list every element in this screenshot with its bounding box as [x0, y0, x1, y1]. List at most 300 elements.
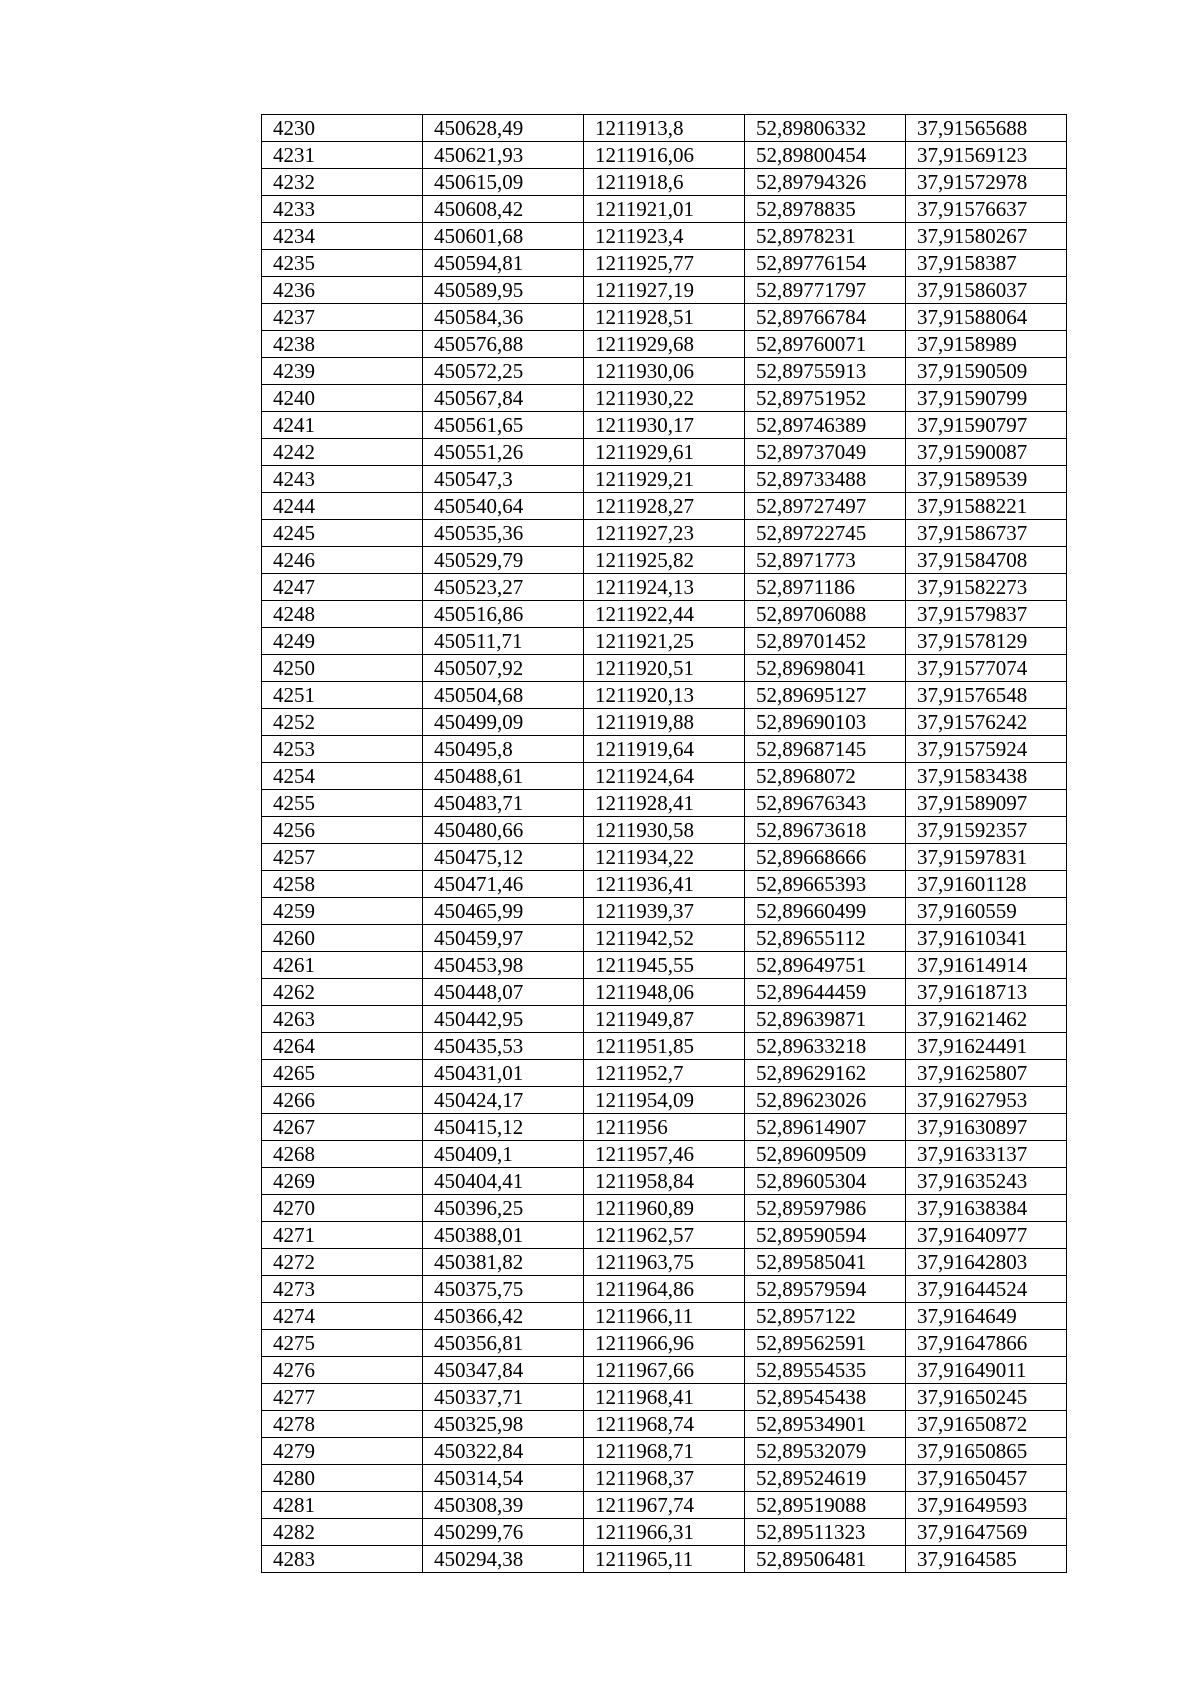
longitude-cell: 37,91590799	[906, 385, 1067, 412]
x-coordinate-cell: 450347,84	[423, 1357, 584, 1384]
table-row	[262, 115, 1067, 142]
latitude-cell: 52,89545438	[745, 1384, 906, 1411]
point-number-cell: 4236	[262, 277, 423, 304]
longitude-cell: 37,91635243	[906, 1168, 1067, 1195]
point-number-cell: 4243	[262, 466, 423, 493]
table-row	[262, 601, 1067, 628]
x-coordinate-cell: 450448,07	[423, 979, 584, 1006]
latitude-cell: 52,8971186	[745, 574, 906, 601]
y-coordinate-cell: 1211966,96	[584, 1330, 745, 1357]
latitude-cell: 52,89597986	[745, 1195, 906, 1222]
point-number-cell: 4266	[262, 1087, 423, 1114]
y-coordinate-cell: 1211965,11	[584, 1546, 745, 1573]
longitude-cell: 37,91650245	[906, 1384, 1067, 1411]
y-coordinate-cell: 1211967,74	[584, 1492, 745, 1519]
point-number-cell: 4255	[262, 790, 423, 817]
longitude-cell: 37,91650872	[906, 1411, 1067, 1438]
latitude-cell: 52,89609509	[745, 1141, 906, 1168]
x-coordinate-cell: 450576,88	[423, 331, 584, 358]
point-number-cell: 4256	[262, 817, 423, 844]
y-coordinate-cell: 1211958,84	[584, 1168, 745, 1195]
y-coordinate-cell: 1211942,52	[584, 925, 745, 952]
table-row	[262, 925, 1067, 952]
point-number-cell: 4261	[262, 952, 423, 979]
x-coordinate-cell: 450499,09	[423, 709, 584, 736]
latitude-cell: 52,89673618	[745, 817, 906, 844]
table-row	[262, 1033, 1067, 1060]
point-number-cell: 4264	[262, 1033, 423, 1060]
latitude-cell: 52,89665393	[745, 871, 906, 898]
table-row	[262, 655, 1067, 682]
longitude-cell: 37,91582273	[906, 574, 1067, 601]
latitude-cell: 52,8978231	[745, 223, 906, 250]
longitude-cell: 37,91644524	[906, 1276, 1067, 1303]
latitude-cell: 52,89690103	[745, 709, 906, 736]
table-row	[262, 1492, 1067, 1519]
y-coordinate-cell: 1211927,23	[584, 520, 745, 547]
x-coordinate-cell: 450337,71	[423, 1384, 584, 1411]
longitude-cell: 37,9164649	[906, 1303, 1067, 1330]
latitude-cell: 52,89633218	[745, 1033, 906, 1060]
point-number-cell: 4273	[262, 1276, 423, 1303]
x-coordinate-cell: 450459,97	[423, 925, 584, 952]
x-coordinate-cell: 450561,65	[423, 412, 584, 439]
table-row	[262, 1384, 1067, 1411]
latitude-cell: 52,89687145	[745, 736, 906, 763]
latitude-cell: 52,89655112	[745, 925, 906, 952]
y-coordinate-cell: 1211922,44	[584, 601, 745, 628]
y-coordinate-cell: 1211934,22	[584, 844, 745, 871]
y-coordinate-cell: 1211927,19	[584, 277, 745, 304]
longitude-cell: 37,91586037	[906, 277, 1067, 304]
table-row	[262, 493, 1067, 520]
latitude-cell: 52,89771797	[745, 277, 906, 304]
x-coordinate-cell: 450480,66	[423, 817, 584, 844]
x-coordinate-cell: 450453,98	[423, 952, 584, 979]
table-row	[262, 1249, 1067, 1276]
longitude-cell: 37,91640977	[906, 1222, 1067, 1249]
point-number-cell: 4241	[262, 412, 423, 439]
point-number-cell: 4242	[262, 439, 423, 466]
point-number-cell: 4244	[262, 493, 423, 520]
table-row	[262, 1276, 1067, 1303]
table-row	[262, 844, 1067, 871]
latitude-cell: 52,89506481	[745, 1546, 906, 1573]
point-number-cell: 4260	[262, 925, 423, 952]
latitude-cell: 52,89590594	[745, 1222, 906, 1249]
x-coordinate-cell: 450465,99	[423, 898, 584, 925]
longitude-cell: 37,91601128	[906, 871, 1067, 898]
y-coordinate-cell: 1211929,21	[584, 466, 745, 493]
x-coordinate-cell: 450299,76	[423, 1519, 584, 1546]
x-coordinate-cell: 450475,12	[423, 844, 584, 871]
coordinates-table	[261, 114, 1067, 1573]
x-coordinate-cell: 450523,27	[423, 574, 584, 601]
latitude-cell: 52,89794326	[745, 169, 906, 196]
latitude-cell: 52,89649751	[745, 952, 906, 979]
y-coordinate-cell: 1211948,06	[584, 979, 745, 1006]
longitude-cell: 37,91649593	[906, 1492, 1067, 1519]
x-coordinate-cell: 450529,79	[423, 547, 584, 574]
x-coordinate-cell: 450608,42	[423, 196, 584, 223]
longitude-cell: 37,91589097	[906, 790, 1067, 817]
point-number-cell: 4240	[262, 385, 423, 412]
point-number-cell: 4238	[262, 331, 423, 358]
x-coordinate-cell: 450435,53	[423, 1033, 584, 1060]
x-coordinate-cell: 450388,01	[423, 1222, 584, 1249]
table-row	[262, 736, 1067, 763]
longitude-cell: 37,91580267	[906, 223, 1067, 250]
x-coordinate-cell: 450396,25	[423, 1195, 584, 1222]
point-number-cell: 4248	[262, 601, 423, 628]
table-row	[262, 358, 1067, 385]
table-row	[262, 1465, 1067, 1492]
x-coordinate-cell: 450567,84	[423, 385, 584, 412]
longitude-cell: 37,9160559	[906, 898, 1067, 925]
point-number-cell: 4251	[262, 682, 423, 709]
y-coordinate-cell: 1211960,89	[584, 1195, 745, 1222]
point-number-cell: 4237	[262, 304, 423, 331]
longitude-cell: 37,91614914	[906, 952, 1067, 979]
latitude-cell: 52,89776154	[745, 250, 906, 277]
point-number-cell: 4277	[262, 1384, 423, 1411]
y-coordinate-cell: 1211924,13	[584, 574, 745, 601]
table-row	[262, 1411, 1067, 1438]
table-row	[262, 1222, 1067, 1249]
longitude-cell: 37,91642803	[906, 1249, 1067, 1276]
longitude-cell: 37,91578129	[906, 628, 1067, 655]
point-number-cell: 4254	[262, 763, 423, 790]
x-coordinate-cell: 450375,75	[423, 1276, 584, 1303]
longitude-cell: 37,91625807	[906, 1060, 1067, 1087]
point-number-cell: 4271	[262, 1222, 423, 1249]
latitude-cell: 52,89639871	[745, 1006, 906, 1033]
point-number-cell: 4262	[262, 979, 423, 1006]
table-row	[262, 1519, 1067, 1546]
latitude-cell: 52,89701452	[745, 628, 906, 655]
x-coordinate-cell: 450615,09	[423, 169, 584, 196]
y-coordinate-cell: 1211954,09	[584, 1087, 745, 1114]
table-row	[262, 1168, 1067, 1195]
longitude-cell: 37,91650457	[906, 1465, 1067, 1492]
point-number-cell: 4267	[262, 1114, 423, 1141]
point-number-cell: 4239	[262, 358, 423, 385]
latitude-cell: 52,89532079	[745, 1438, 906, 1465]
x-coordinate-cell: 450381,82	[423, 1249, 584, 1276]
table-row	[262, 1438, 1067, 1465]
longitude-cell: 37,91575924	[906, 736, 1067, 763]
y-coordinate-cell: 1211956	[584, 1114, 745, 1141]
table-row	[262, 709, 1067, 736]
y-coordinate-cell: 1211920,51	[584, 655, 745, 682]
y-coordinate-cell: 1211962,57	[584, 1222, 745, 1249]
table-row	[262, 1546, 1067, 1573]
y-coordinate-cell: 1211919,64	[584, 736, 745, 763]
point-number-cell: 4234	[262, 223, 423, 250]
table-row	[262, 1330, 1067, 1357]
longitude-cell: 37,91590087	[906, 439, 1067, 466]
table-row	[262, 547, 1067, 574]
point-number-cell: 4275	[262, 1330, 423, 1357]
point-number-cell: 4270	[262, 1195, 423, 1222]
longitude-cell: 37,91569123	[906, 142, 1067, 169]
x-coordinate-cell: 450366,42	[423, 1303, 584, 1330]
latitude-cell: 52,89695127	[745, 682, 906, 709]
latitude-cell: 52,89806332	[745, 115, 906, 142]
latitude-cell: 52,89562591	[745, 1330, 906, 1357]
longitude-cell: 37,91621462	[906, 1006, 1067, 1033]
longitude-cell: 37,91589539	[906, 466, 1067, 493]
longitude-cell: 37,91583438	[906, 763, 1067, 790]
y-coordinate-cell: 1211968,74	[584, 1411, 745, 1438]
y-coordinate-cell: 1211920,13	[584, 682, 745, 709]
x-coordinate-cell: 450483,71	[423, 790, 584, 817]
table-row	[262, 412, 1067, 439]
latitude-cell: 52,89660499	[745, 898, 906, 925]
y-coordinate-cell: 1211968,71	[584, 1438, 745, 1465]
y-coordinate-cell: 1211929,68	[584, 331, 745, 358]
latitude-cell: 52,89760071	[745, 331, 906, 358]
x-coordinate-cell: 450628,49	[423, 115, 584, 142]
point-number-cell: 4265	[262, 1060, 423, 1087]
latitude-cell: 52,89800454	[745, 142, 906, 169]
table-row	[262, 871, 1067, 898]
latitude-cell: 52,89554535	[745, 1357, 906, 1384]
point-number-cell: 4253	[262, 736, 423, 763]
longitude-cell: 37,91588221	[906, 493, 1067, 520]
longitude-cell: 37,91590509	[906, 358, 1067, 385]
x-coordinate-cell: 450322,84	[423, 1438, 584, 1465]
latitude-cell: 52,89644459	[745, 979, 906, 1006]
point-number-cell: 4232	[262, 169, 423, 196]
latitude-cell: 52,89524619	[745, 1465, 906, 1492]
latitude-cell: 52,89668666	[745, 844, 906, 871]
x-coordinate-cell: 450431,01	[423, 1060, 584, 1087]
table-row	[262, 304, 1067, 331]
longitude-cell: 37,91592357	[906, 817, 1067, 844]
longitude-cell: 37,91647866	[906, 1330, 1067, 1357]
table-row	[262, 1060, 1067, 1087]
x-coordinate-cell: 450511,71	[423, 628, 584, 655]
y-coordinate-cell: 1211939,37	[584, 898, 745, 925]
longitude-cell: 37,91572978	[906, 169, 1067, 196]
table-row	[262, 1303, 1067, 1330]
table-row	[262, 277, 1067, 304]
latitude-cell: 52,8978835	[745, 196, 906, 223]
table-row	[262, 385, 1067, 412]
y-coordinate-cell: 1211964,86	[584, 1276, 745, 1303]
longitude-cell: 37,91618713	[906, 979, 1067, 1006]
y-coordinate-cell: 1211928,41	[584, 790, 745, 817]
y-coordinate-cell: 1211929,61	[584, 439, 745, 466]
latitude-cell: 52,89605304	[745, 1168, 906, 1195]
longitude-cell: 37,9164585	[906, 1546, 1067, 1573]
point-number-cell: 4250	[262, 655, 423, 682]
y-coordinate-cell: 1211968,41	[584, 1384, 745, 1411]
x-coordinate-cell: 450404,41	[423, 1168, 584, 1195]
x-coordinate-cell: 450547,3	[423, 466, 584, 493]
point-number-cell: 4280	[262, 1465, 423, 1492]
x-coordinate-cell: 450504,68	[423, 682, 584, 709]
point-number-cell: 4283	[262, 1546, 423, 1573]
y-coordinate-cell: 1211952,7	[584, 1060, 745, 1087]
longitude-cell: 37,91584708	[906, 547, 1067, 574]
latitude-cell: 52,89579594	[745, 1276, 906, 1303]
y-coordinate-cell: 1211945,55	[584, 952, 745, 979]
x-coordinate-cell: 450488,61	[423, 763, 584, 790]
latitude-cell: 52,89766784	[745, 304, 906, 331]
x-coordinate-cell: 450594,81	[423, 250, 584, 277]
longitude-cell: 37,91565688	[906, 115, 1067, 142]
latitude-cell: 52,89623026	[745, 1087, 906, 1114]
longitude-cell: 37,91624491	[906, 1033, 1067, 1060]
latitude-cell: 52,89751952	[745, 385, 906, 412]
x-coordinate-cell: 450572,25	[423, 358, 584, 385]
longitude-cell: 37,91577074	[906, 655, 1067, 682]
y-coordinate-cell: 1211966,31	[584, 1519, 745, 1546]
longitude-cell: 37,91576242	[906, 709, 1067, 736]
table-row	[262, 520, 1067, 547]
x-coordinate-cell: 450325,98	[423, 1411, 584, 1438]
longitude-cell: 37,91647569	[906, 1519, 1067, 1546]
table-row	[262, 790, 1067, 817]
y-coordinate-cell: 1211928,27	[584, 493, 745, 520]
x-coordinate-cell: 450314,54	[423, 1465, 584, 1492]
point-number-cell: 4282	[262, 1519, 423, 1546]
table-row	[262, 223, 1067, 250]
point-number-cell: 4258	[262, 871, 423, 898]
y-coordinate-cell: 1211930,17	[584, 412, 745, 439]
point-number-cell: 4279	[262, 1438, 423, 1465]
y-coordinate-cell: 1211949,87	[584, 1006, 745, 1033]
latitude-cell: 52,89614907	[745, 1114, 906, 1141]
latitude-cell: 52,8968072	[745, 763, 906, 790]
point-number-cell: 4231	[262, 142, 423, 169]
latitude-cell: 52,89706088	[745, 601, 906, 628]
y-coordinate-cell: 1211967,66	[584, 1357, 745, 1384]
point-number-cell: 4272	[262, 1249, 423, 1276]
point-number-cell: 4276	[262, 1357, 423, 1384]
latitude-cell: 52,89629162	[745, 1060, 906, 1087]
point-number-cell: 4274	[262, 1303, 423, 1330]
longitude-cell: 37,9158387	[906, 250, 1067, 277]
point-number-cell: 4246	[262, 547, 423, 574]
x-coordinate-cell: 450442,95	[423, 1006, 584, 1033]
x-coordinate-cell: 450516,86	[423, 601, 584, 628]
point-number-cell: 4259	[262, 898, 423, 925]
y-coordinate-cell: 1211936,41	[584, 871, 745, 898]
point-number-cell: 4230	[262, 115, 423, 142]
table-row	[262, 763, 1067, 790]
latitude-cell: 52,89676343	[745, 790, 906, 817]
x-coordinate-cell: 450356,81	[423, 1330, 584, 1357]
y-coordinate-cell: 1211930,58	[584, 817, 745, 844]
table-row	[262, 1114, 1067, 1141]
y-coordinate-cell: 1211913,8	[584, 115, 745, 142]
table-row	[262, 682, 1067, 709]
y-coordinate-cell: 1211966,11	[584, 1303, 745, 1330]
longitude-cell: 37,91627953	[906, 1087, 1067, 1114]
latitude-cell: 52,89722745	[745, 520, 906, 547]
table-row	[262, 142, 1067, 169]
longitude-cell: 37,91576548	[906, 682, 1067, 709]
longitude-cell: 37,91610341	[906, 925, 1067, 952]
latitude-cell: 52,89698041	[745, 655, 906, 682]
latitude-cell: 52,89519088	[745, 1492, 906, 1519]
latitude-cell: 52,8957122	[745, 1303, 906, 1330]
y-coordinate-cell: 1211921,01	[584, 196, 745, 223]
table-row	[262, 1087, 1067, 1114]
x-coordinate-cell: 450551,26	[423, 439, 584, 466]
longitude-cell: 37,91576637	[906, 196, 1067, 223]
latitude-cell: 52,89585041	[745, 1249, 906, 1276]
y-coordinate-cell: 1211918,6	[584, 169, 745, 196]
table-row	[262, 169, 1067, 196]
y-coordinate-cell: 1211925,82	[584, 547, 745, 574]
latitude-cell: 52,8971773	[745, 547, 906, 574]
x-coordinate-cell: 450415,12	[423, 1114, 584, 1141]
y-coordinate-cell: 1211923,4	[584, 223, 745, 250]
table-row	[262, 439, 1067, 466]
x-coordinate-cell: 450495,8	[423, 736, 584, 763]
point-number-cell: 4252	[262, 709, 423, 736]
point-number-cell: 4268	[262, 1141, 423, 1168]
y-coordinate-cell: 1211968,37	[584, 1465, 745, 1492]
x-coordinate-cell: 450409,1	[423, 1141, 584, 1168]
longitude-cell: 37,91633137	[906, 1141, 1067, 1168]
y-coordinate-cell: 1211951,85	[584, 1033, 745, 1060]
longitude-cell: 37,91649011	[906, 1357, 1067, 1384]
point-number-cell: 4278	[262, 1411, 423, 1438]
longitude-cell: 37,91638384	[906, 1195, 1067, 1222]
y-coordinate-cell: 1211957,46	[584, 1141, 745, 1168]
point-number-cell: 4245	[262, 520, 423, 547]
x-coordinate-cell: 450424,17	[423, 1087, 584, 1114]
table-row	[262, 1141, 1067, 1168]
table-row	[262, 1357, 1067, 1384]
latitude-cell: 52,89534901	[745, 1411, 906, 1438]
table-row	[262, 898, 1067, 925]
y-coordinate-cell: 1211928,51	[584, 304, 745, 331]
point-number-cell: 4263	[262, 1006, 423, 1033]
longitude-cell: 37,91630897	[906, 1114, 1067, 1141]
x-coordinate-cell: 450507,92	[423, 655, 584, 682]
longitude-cell: 37,91597831	[906, 844, 1067, 871]
table-row	[262, 466, 1067, 493]
x-coordinate-cell: 450471,46	[423, 871, 584, 898]
table-row	[262, 628, 1067, 655]
x-coordinate-cell: 450584,36	[423, 304, 584, 331]
y-coordinate-cell: 1211930,06	[584, 358, 745, 385]
longitude-cell: 37,9158989	[906, 331, 1067, 358]
latitude-cell: 52,89737049	[745, 439, 906, 466]
x-coordinate-cell: 450294,38	[423, 1546, 584, 1573]
table-row	[262, 250, 1067, 277]
table-row	[262, 979, 1067, 1006]
latitude-cell: 52,89511323	[745, 1519, 906, 1546]
table-row	[262, 1195, 1067, 1222]
point-number-cell: 4249	[262, 628, 423, 655]
y-coordinate-cell: 1211925,77	[584, 250, 745, 277]
table-row	[262, 817, 1067, 844]
point-number-cell: 4235	[262, 250, 423, 277]
x-coordinate-cell: 450308,39	[423, 1492, 584, 1519]
latitude-cell: 52,89727497	[745, 493, 906, 520]
x-coordinate-cell: 450535,36	[423, 520, 584, 547]
longitude-cell: 37,91590797	[906, 412, 1067, 439]
y-coordinate-cell: 1211916,06	[584, 142, 745, 169]
table-row	[262, 331, 1067, 358]
